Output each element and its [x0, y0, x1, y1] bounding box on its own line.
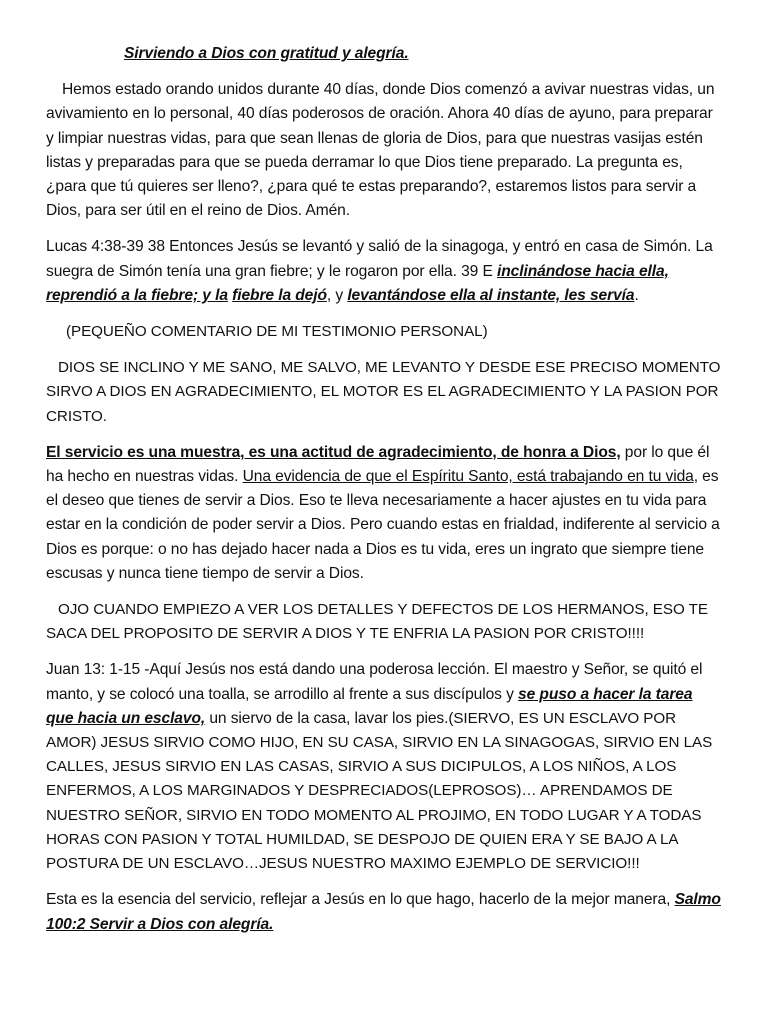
lucas-text-3: , y: [326, 286, 348, 304]
paragraph-warning: OJO CUANDO EMPIEZO A VER LOS DETALLES Y DEFECTOS DE LOS HERMANOS, ESO TE SACA DEL PROPOSITO DE SERVIR A DIOS Y TE ENFRIA LA PASION POR CRISTO!!!!: [46, 601, 708, 643]
paragraph-testimony: DIOS SE INCLINO Y ME SANO, ME SALVO, ME LEVANTO Y DESDE ESE PRECISO MOMENTO SIRVO A DIOS EN AGRADECIMIENTO, EL MOTOR ES EL AGRADECIMIENTO Y LA PASION POR CRISTO.: [46, 359, 721, 425]
juan-emphasis: se puso a hacer la tarea que hacia un esclavo,: [46, 685, 693, 727]
document-title: Sirviendo a Dios con gratitud y alegría.: [124, 45, 409, 62]
lucas-emphasis-1: inclinándose hacia ella, reprendió a la fiebre; y la: [46, 262, 669, 304]
service-bold-underline: El servicio es una muestra, es una actitud de agradecimiento, de honra a Dios,: [46, 443, 621, 461]
paragraph-juan: [46, 658, 724, 876]
lucas-emphasis-2: fiebre la dejó: [232, 286, 327, 304]
juan-text-1: Juan 13: 1-15 -Aquí Jesús nos está dando una poderosa lección. El maestro y Señor, se quitó el manto, y se colocó una toalla, se arrodillo al frente a sus discípulos y: [46, 661, 703, 703]
conclusion-emphasis: Salmo 100:2 Servir a Dios con alegría.: [46, 891, 721, 933]
service-text-2: , es el deseo que tienes de servir a Dios. Eso te lleva necesariamente a hacer ajustes en tu vida para estar en la condición de poder servir a Dios. Pero cuando estas en frialdad, indiferente al servicio a Dios es porque: o no has dejado hacer nada a Dios es tu vida, eres un ingrato que siempre tiene escusas y nunca tiene tiempo de servir a Dios.: [46, 468, 720, 582]
juan-text-2: un siervo de la casa, lavar los pies.: [205, 709, 449, 727]
lucas-text-4: .: [634, 286, 639, 304]
paragraph-service: [46, 441, 724, 586]
service-underline: Una evidencia de que el Espíritu Santo, está trabajando en tu vida: [242, 468, 694, 486]
paragraph-lucas: [46, 235, 724, 308]
lucas-emphasis-3: levantándose ella al instante, les servía: [347, 286, 635, 304]
lucas-text-1: Lucas 4:38-39 38 Entonces Jesús se levantó y salió de la sinagoga, y entró en casa de Simón. La suegra de Simón tenía una gran fiebre; y le rogaron por ella. 39 E: [46, 238, 713, 280]
service-text-1: por lo que él ha hecho en nuestras vidas.: [46, 443, 710, 486]
conclusion-text: Esta es la esencia del servicio, reflejar a Jesús en lo que hago, hacerlo de la mejor manera,: [46, 891, 675, 909]
paragraph-conclusion: [46, 888, 724, 936]
paragraph-testimony-heading: (PEQUEÑO COMENTARIO DE MI TESTIMONIO PERSONAL): [66, 323, 488, 341]
paragraph-intro: Hemos estado orando unidos durante 40 días, donde Dios comenzó a avivar nuestras vidas, un avivamiento en lo personal, 40 días poderosos de oración. Ahora 40 días de ayuno, para preparar y limpiar nuestras vidas, para que sean llenas de gloria de Dios, para que nuestras vasijas estén listas y preparadas para que se pueda derramar lo que Dios tiene preparado. La pregunta es, ¿para que tú quieres ser lleno?, ¿para qué te estas preparando?, estaremos listos para servir a Dios, para ser útil en el reino de Dios. Amén.: [46, 81, 715, 220]
juan-text-upper: (SIERVO, ES UN ESCLAVO POR AMOR) JESUS SIRVIO COMO HIJO, EN SU CASA, SIRVIO EN LA SINAGOGAS, SIRVIO EN LAS CALLES, JESUS SIRVIO EN LAS CASAS, SIRVIO A SUS DICIPULOS, A LOS NIÑOS, A LOS ENFERMOS, A LOS MARGINADOS Y DESPRECIADOS(LEPROSOS)… APRENDAMOS DE NUESTRO SEÑOR, SIRVIO EN TODO MOMENTO AL PROJIMO, EN TODO LUGAR Y A TODAS HORAS CON PASION Y TOTAL HUMILDAD, SE DESPOJO DE QUIEN ERA Y SE BAJO A LA POSTURA DE UN ESCLAVO…JESUS NUESTRO MAXIMO EJEMPLO DE SERVICIO!!!: [46, 709, 713, 873]
